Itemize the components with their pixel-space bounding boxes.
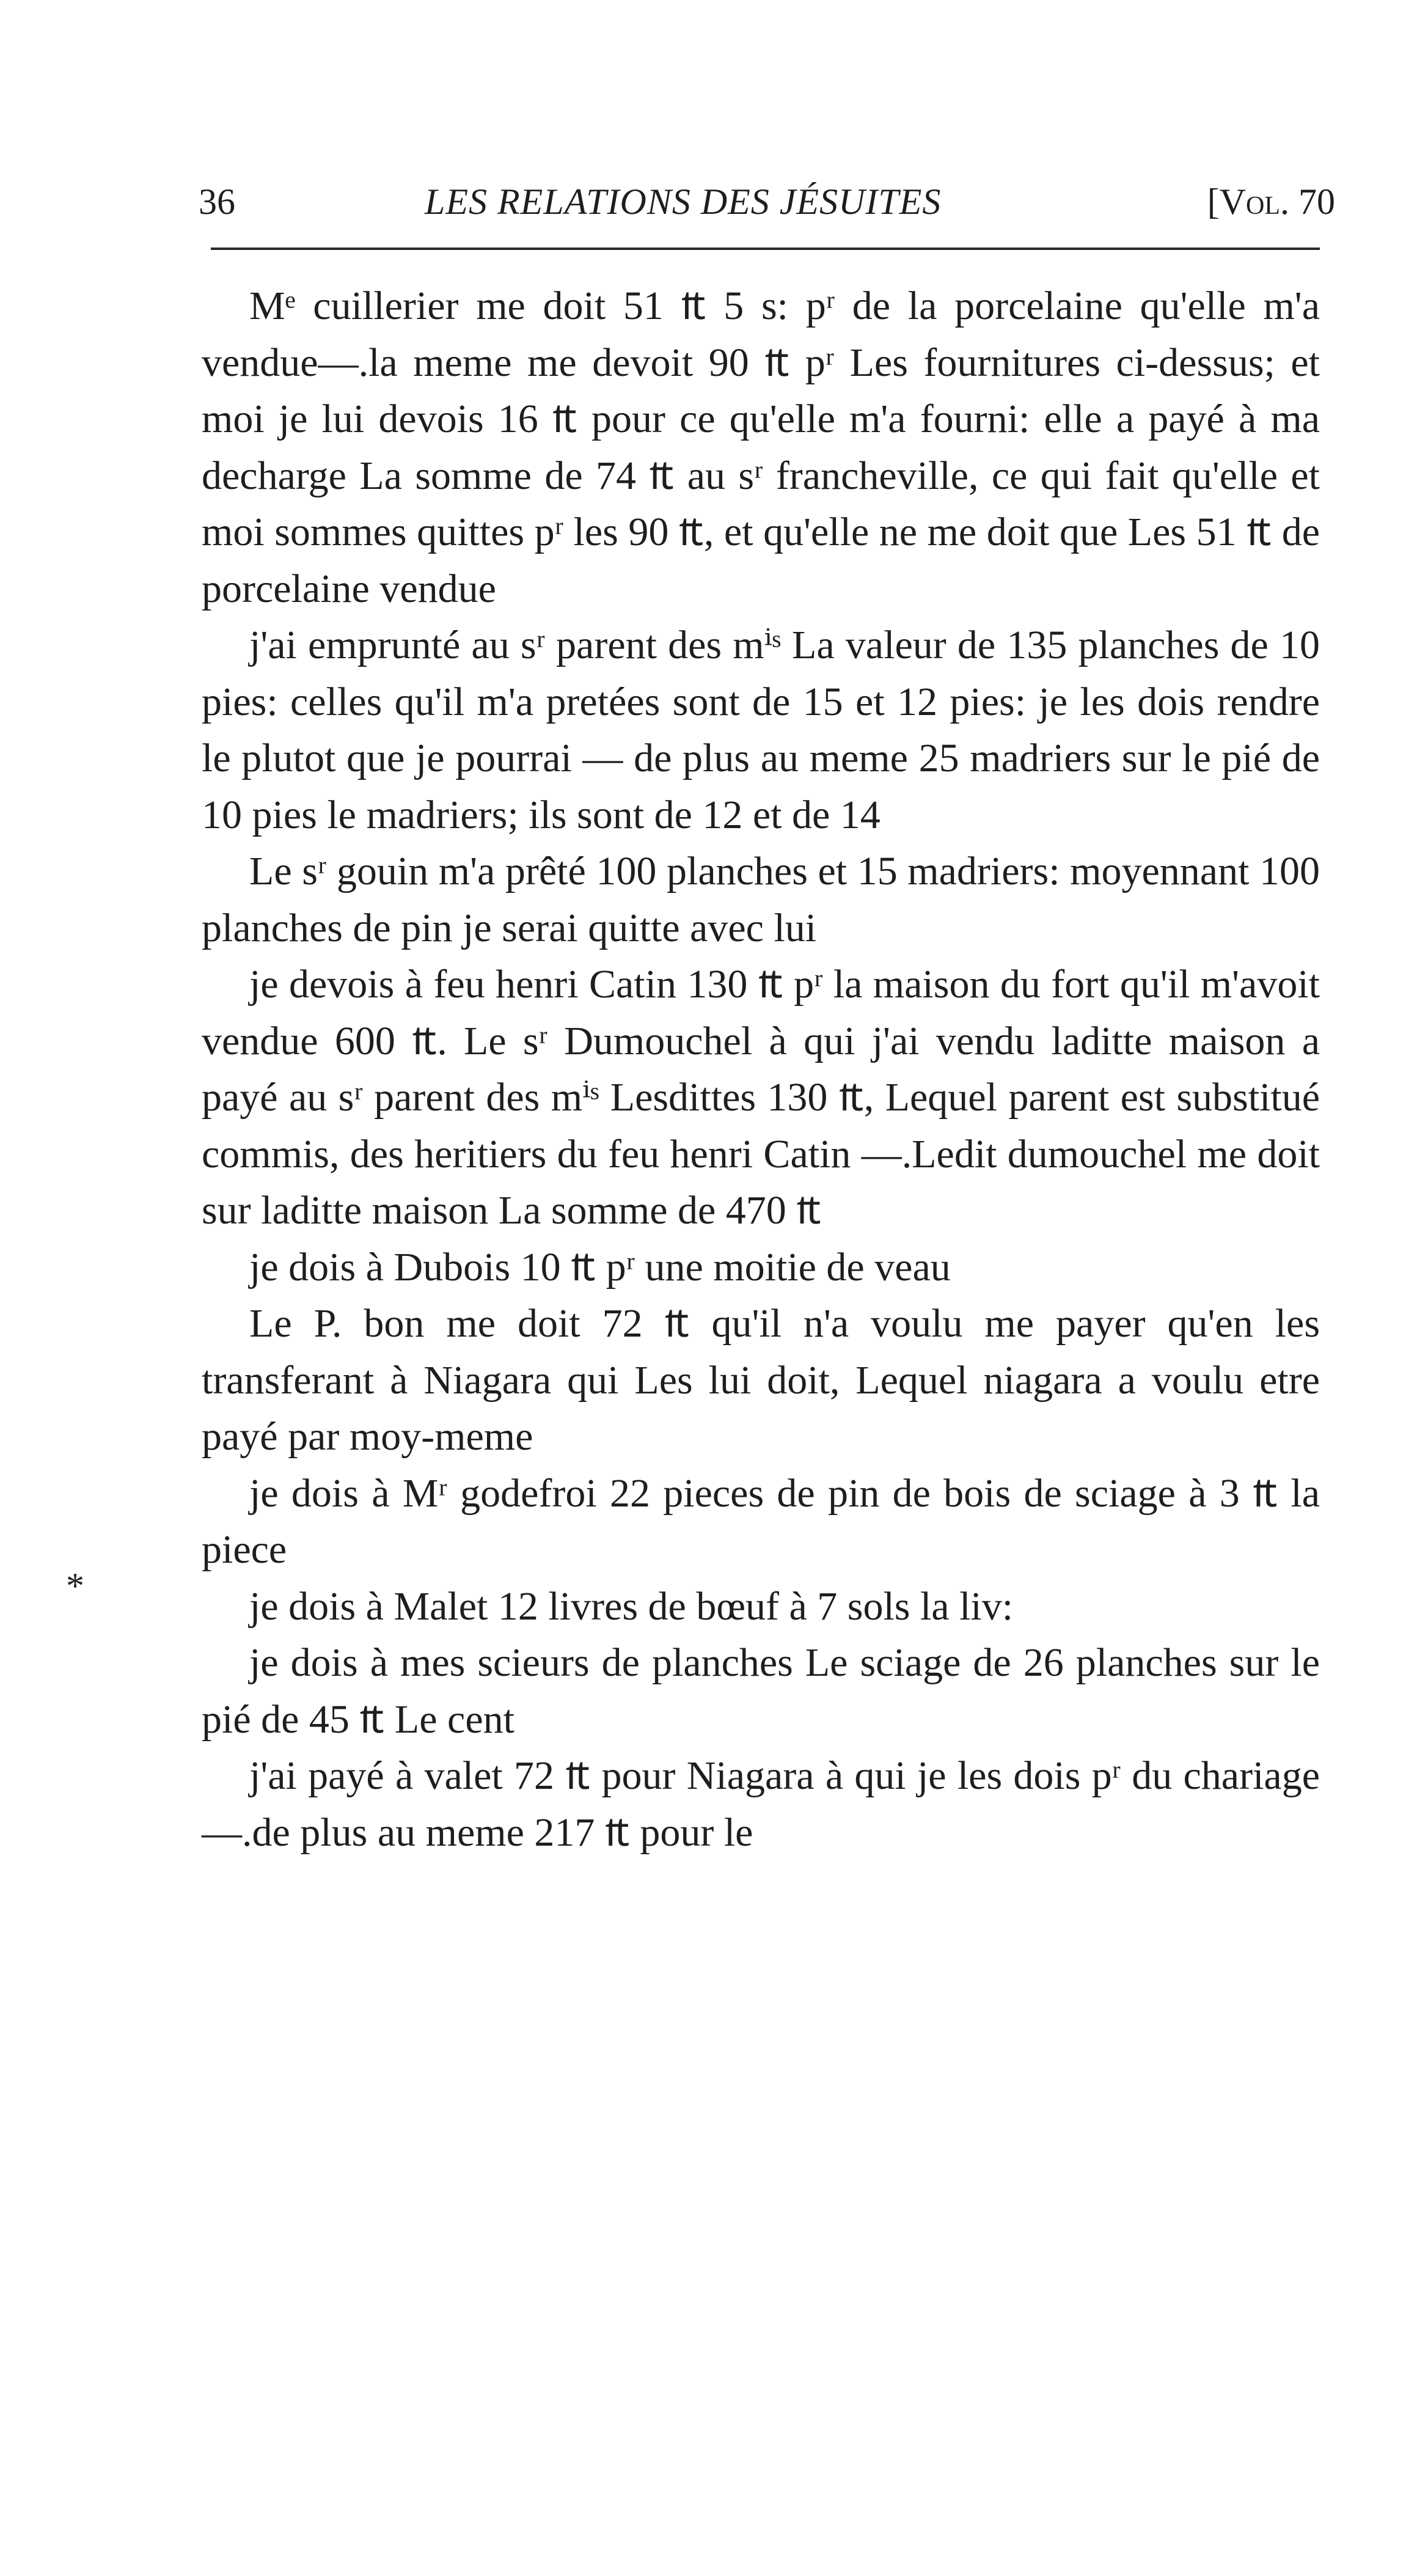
paragraph-malet: je dois à Malet 12 livres de bœuf à 7 sols la liv: (249, 1583, 1014, 1629)
margin-asterisk: * (66, 1566, 84, 1606)
paragraph-gouin: Le sʳ gouin m'a prêté 100 planches et 15 madriers: moyennant 100 planches de pin je serai quitte avec lui (202, 849, 1320, 950)
paragraph-scieurs: je dois à mes scieurs de planches Le sciage de 26 planches sur le pié de 45 ₶ Le cent (202, 1640, 1320, 1742)
paragraph-cuillerier: Mᵉ cuillerier me doit 51 ₶ 5 s: pʳ de la porcelaine qu'elle m'a vendue—.la meme me devoit 90 ₶ pʳ Les fournitures ci-dessus; et moi je lui devois 16 ₶ pour ce qu'elle m'a fourni: elle a payé à ma decharge La somme de 74 ₶ au sʳ francheville, ce qui fait qu'elle et moi sommes quittes pʳ les 90 ₶, et qu'elle ne me doit que Les 51 ₶ de porcelaine vendue (202, 284, 1320, 611)
paragraph-p-bon: Le P. bon me doit 72 ₶ qu'il n'a voulu me payer qu'en les transferant à Niagara qui Les lui doit, Lequel niagara a voulu etre payé par moy-meme (202, 1301, 1320, 1459)
paragraph-henri-catin: je devois à feu henri Catin 130 ₶ pʳ la maison du fort qu'il m'avoit vendue 600 ₶. Le sʳ Dumouchel à qui j'ai vendu laditte maison a payé au sʳ parent des mⁱˢ Lesdittes 130 ₶, Lequel parent est substitué commis, des heritiers du feu henri Catin —.Ledit dumouchel me doit sur laditte maison La somme de 470 ₶ (202, 962, 1320, 1233)
paragraph-godefroi: je dois à Mʳ godefroi 22 pieces de pin de bois de sciage à 3 ₶ la piece (202, 1470, 1320, 1572)
paragraph-parent-planches: j'ai emprunté au sʳ parent des mⁱˢ La valeur de 135 planches de 10 pies: celles qu'il m'a pretées sont de 15 et 12 pies: je les dois rendre le plutot que je pourrai — de plus au meme 25 madriers sur le pié de 10 pies le madriers; ils sont de 12 et de 14 (202, 623, 1320, 837)
page-number: 36 (199, 182, 235, 222)
header-rule (211, 248, 1320, 250)
body-text (202, 278, 1320, 1861)
running-head (199, 174, 1335, 229)
paragraph-valet: j'ai payé à valet 72 ₶ pour Niagara à qui je les dois pʳ du chariage—.de plus au meme 217 ₶ pour le (202, 1753, 1320, 1855)
paragraph-dubois: je dois à Dubois 10 ₶ pʳ une moitie de veau (249, 1244, 951, 1290)
running-title: LES RELATIONS DES JÉSUITES (425, 182, 942, 222)
volume-label: [Vol. 70 (1207, 182, 1335, 222)
